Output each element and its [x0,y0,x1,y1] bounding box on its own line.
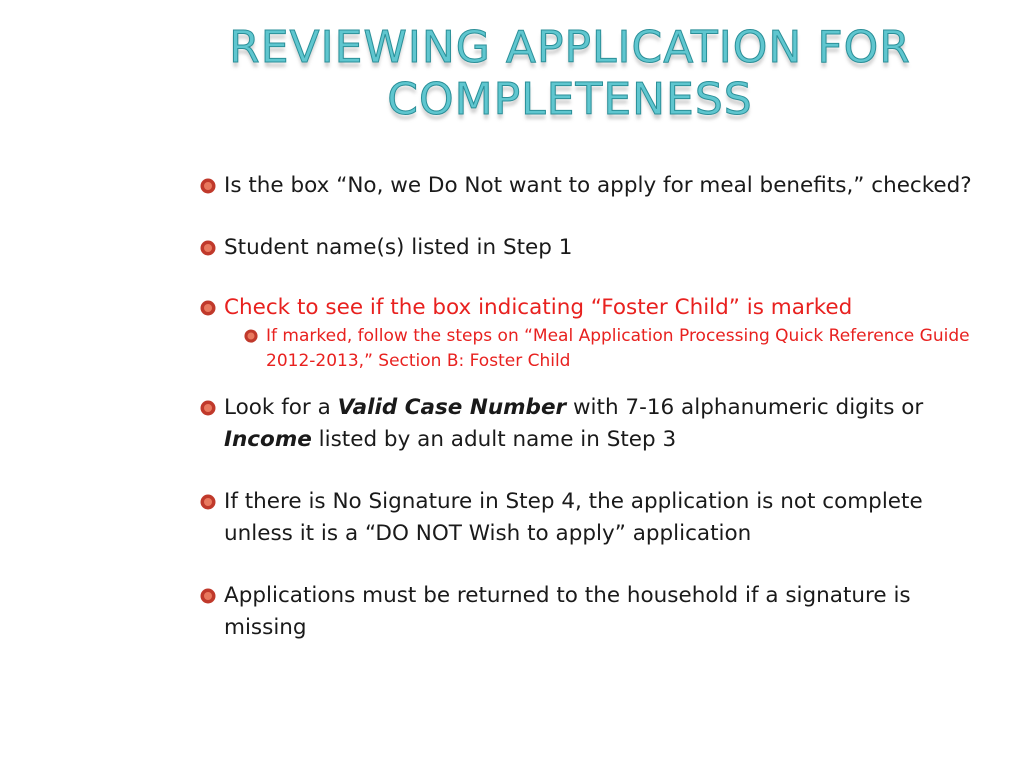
starburst-bullet-icon [244,329,258,343]
sub-bullet-item [242,324,978,374]
bullet-text-mid: with 7-16 alphanumeric digits or [566,395,924,420]
starburst-bullet-icon [200,300,216,316]
valid-case-number-emphasis: Valid Case Number [337,395,567,420]
bullet-item [198,486,978,550]
sub-bullet-text: If marked, follow the steps on “Meal Application Processing Quick Reference Guide 2012-2013,” Section B: Foster Child [266,326,970,371]
bullet-item [198,392,978,456]
bullet-text: If there is No Signature in Step 4, the application is not complete unless it is a “DO NOT Wish to apply” application [224,489,923,546]
starburst-bullet-icon [200,494,216,510]
bullet-item [198,232,978,264]
slide-title [210,22,930,126]
bullet-text: Applications must be returned to the household if a signature is missing [224,583,911,640]
bullet-text: Check to see if the box indicating “Foster Child” is marked [224,295,853,320]
bullet-text: Student name(s) listed in Step 1 [224,235,573,260]
starburst-bullet-icon [200,400,216,416]
starburst-bullet-icon [200,178,216,194]
bullet-text-post: listed by an adult name in Step 3 [311,427,677,452]
title-line-1: REVIEWING APPLICATION FOR [229,22,911,73]
bullet-list [198,170,978,644]
starburst-bullet-icon [200,240,216,256]
bullet-item [198,580,978,644]
bullet-text: Is the box “No, we Do Not want to apply for meal benefits,” checked? [224,173,972,198]
income-emphasis: Income [224,427,312,452]
bullet-text-pre: Look for a [224,395,338,420]
bullet-item [198,170,978,202]
title-line-2: COMPLETENESS [387,74,753,125]
starburst-bullet-icon [200,588,216,604]
bullet-item-highlighted [198,292,978,324]
